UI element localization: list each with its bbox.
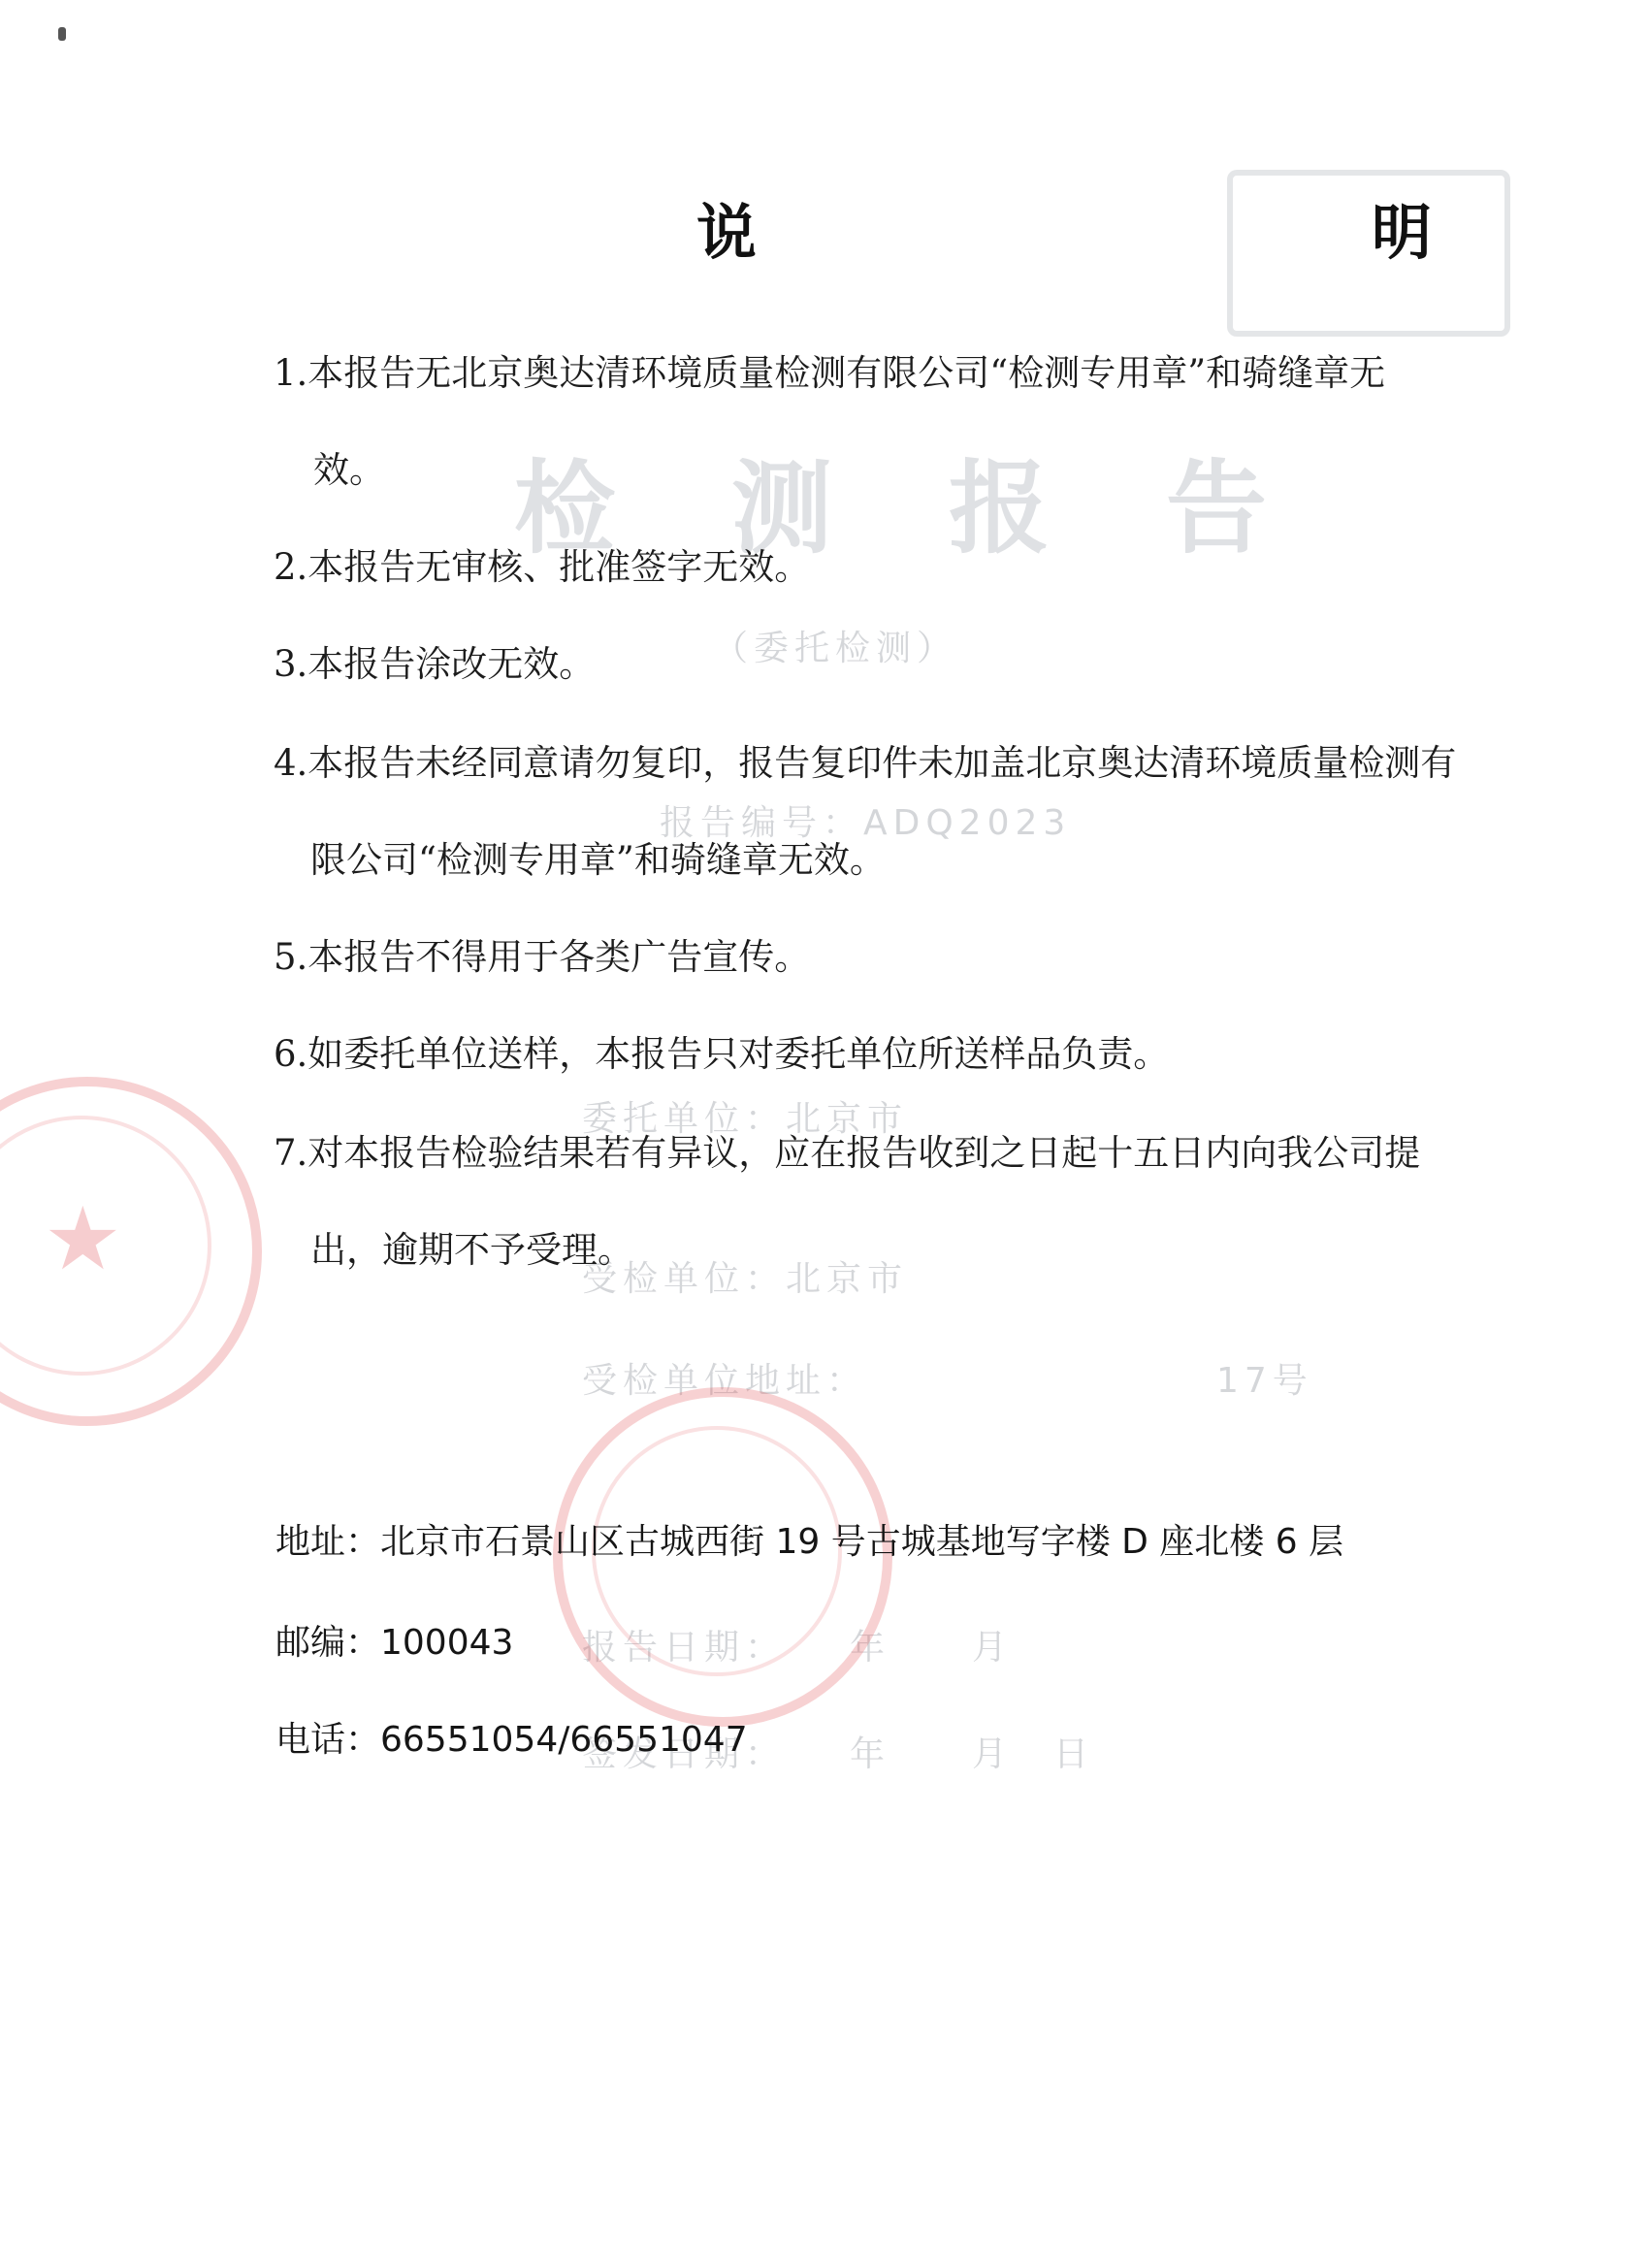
note-6: 6.如委托单位送样，本报告只对委托单位所送样品负责。 — [274, 1033, 1170, 1075]
note-5: 5.本报告不得用于各类广告宣传。 — [274, 936, 811, 978]
note-4: 4.本报告未经同意请勿复印，报告复印件未加盖北京奥达清环境质量检测有 — [274, 742, 1457, 784]
note-2: 2.本报告无审核、批准签字无效。 — [274, 546, 811, 588]
bleed-through-line: 受检单位：北京市 — [582, 1259, 909, 1299]
star-icon: ★ — [44, 1188, 122, 1290]
page-title: 说 明 — [696, 197, 1598, 268]
bleed-through-line: 委托单位：北京市 — [582, 1099, 909, 1139]
note-4-continued: 限公司“检测专用章”和骑缝章无效。 — [310, 839, 886, 881]
bleed-through-line: 报告编号：ADQ2023 — [660, 803, 1072, 843]
bleed-through-line: 报告日期： 年 月 — [582, 1628, 1014, 1668]
note-3: 3.本报告涂改无效。 — [274, 643, 596, 685]
bleed-through-line: （委托检测） — [713, 629, 958, 668]
contact-postcode: 邮编：100043 — [275, 1623, 514, 1663]
bleed-through-line: 受检单位地址： 17号 — [582, 1361, 1313, 1401]
bleed-through-line: 签发日期： 年 月 日 — [582, 1734, 1095, 1774]
contact-phone: 电话：66551054/66551047 — [275, 1720, 748, 1760]
scan-speck — [58, 27, 66, 41]
bleed-through-title: 检测报告 — [514, 449, 1384, 567]
note-7-continued: 出，逾期不予受理。 — [310, 1229, 633, 1271]
contact-address: 地址：北京市石景山区古城西街 19 号古城基地写字楼 D 座北楼 6 层 — [275, 1522, 1344, 1562]
note-1-continued: 效。 — [313, 449, 385, 491]
note-7: 7.对本报告检验结果若有异议，应在报告收到之日起十五日内向我公司提 — [274, 1132, 1421, 1174]
note-1: 1.本报告无北京奥达清环境质量检测有限公司“检测专用章”和骑缝章无 — [274, 352, 1386, 394]
